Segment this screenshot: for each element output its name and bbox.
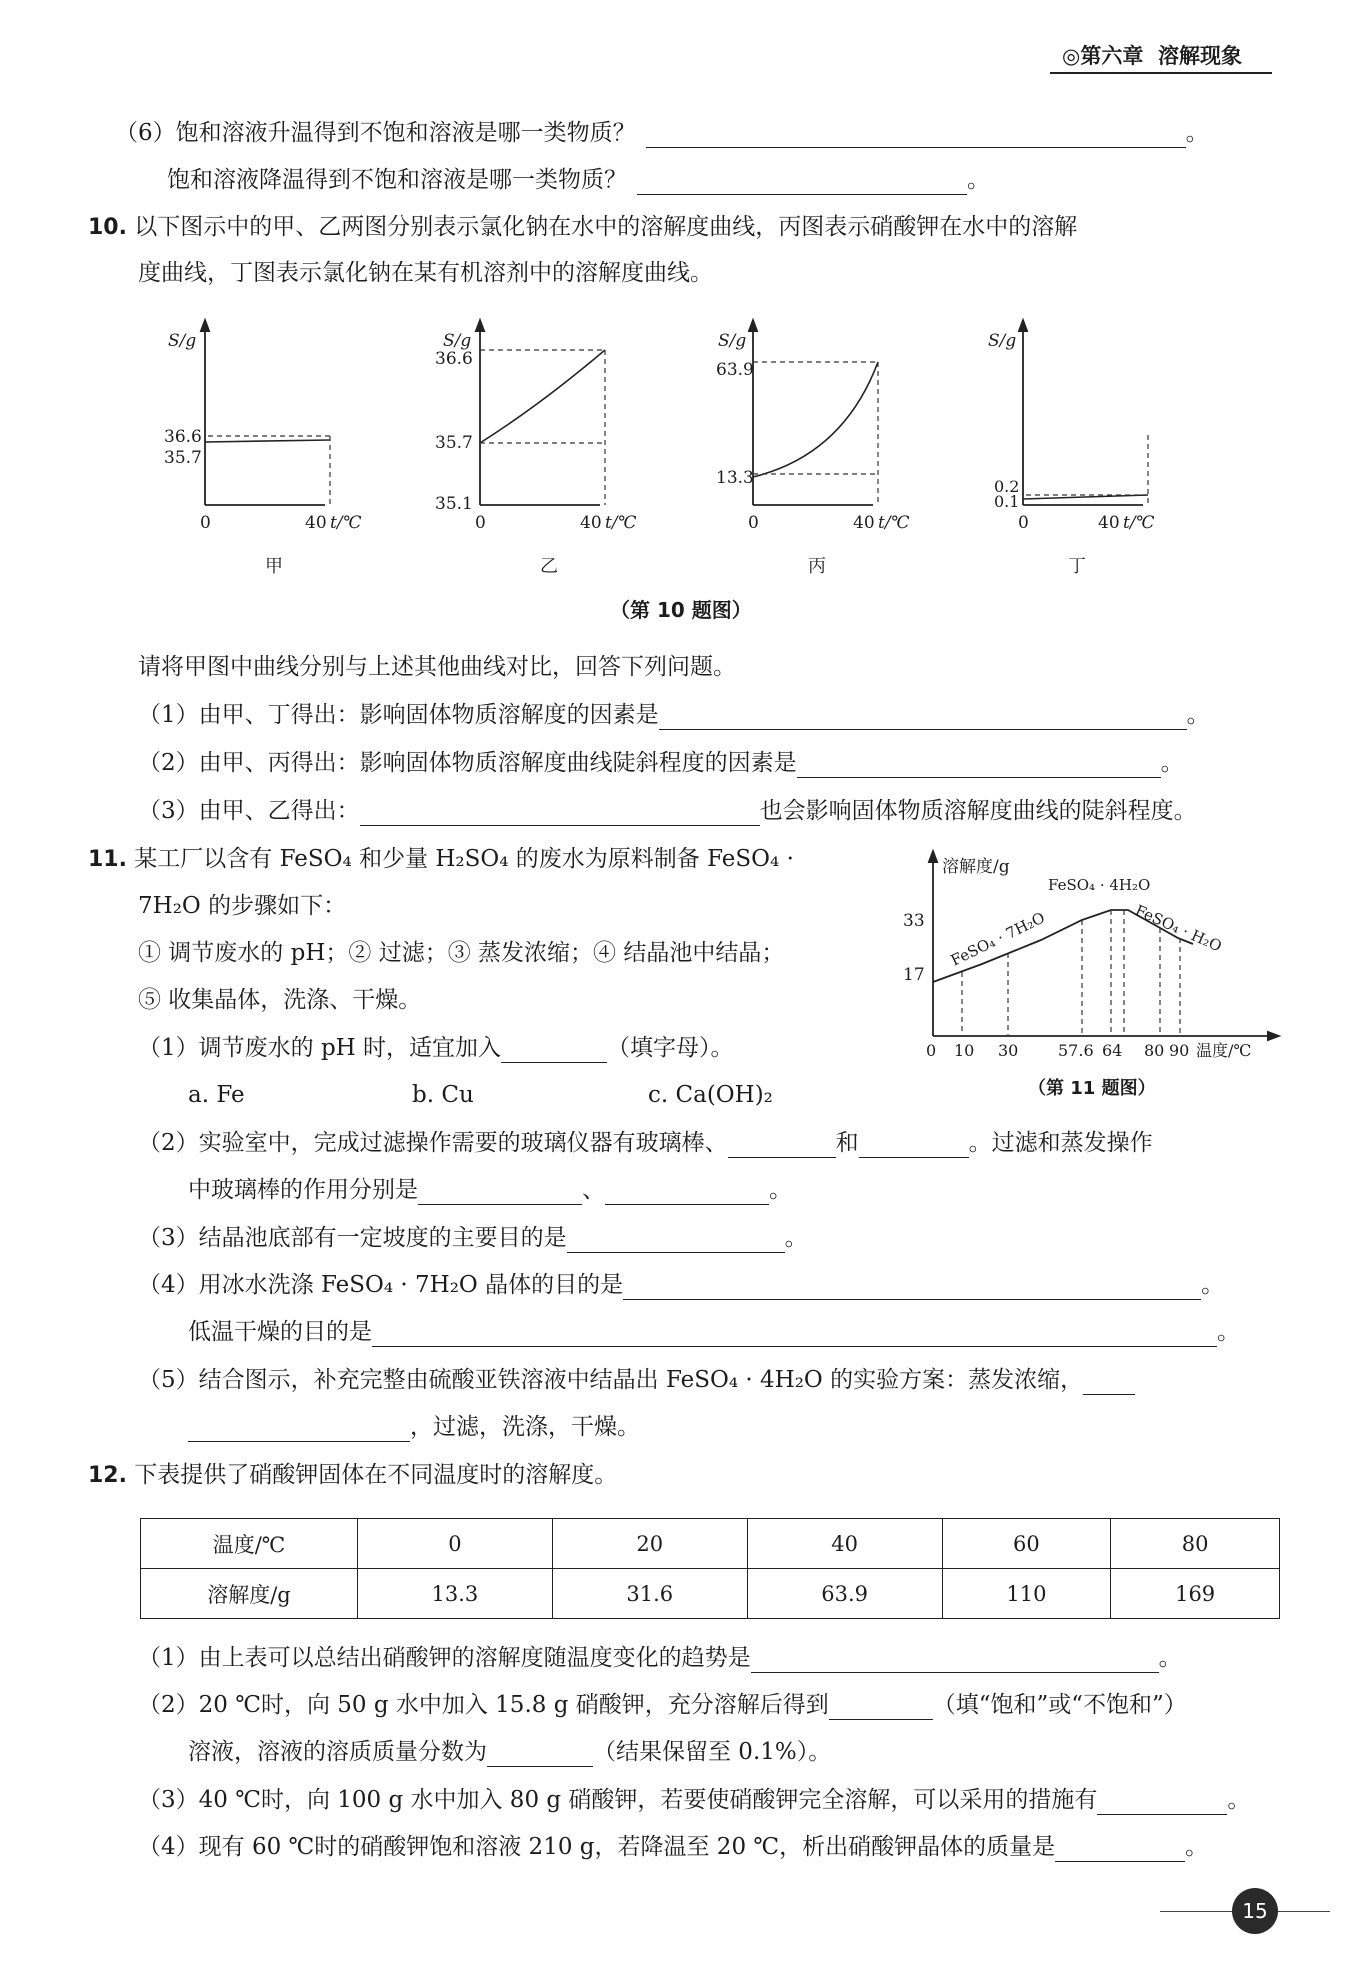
y-axis-label: S/g xyxy=(443,331,472,351)
q11-sub2-line2: 中玻璃棒的作用分别是 、 。 xyxy=(188,1177,792,1203)
q10-caption: （第 10 题图） xyxy=(610,598,752,622)
x-tick-label: 40 xyxy=(853,513,875,533)
question-number: 11. xyxy=(88,847,127,872)
q11-sub5-line1: （5）结合图示，补充完整由硫酸亚铁溶液中结晶出 FeSO₄ · 4H₂O 的实验方案：蒸发浓缩， xyxy=(138,1365,1135,1395)
x-tick-label: 64 xyxy=(1102,1041,1123,1060)
y-tick-label: 36.6 xyxy=(164,427,202,447)
question-number: 12. xyxy=(88,1463,127,1488)
table-cell: 0 xyxy=(358,1519,553,1569)
q11-stem-line3: ① 调节废水的 pH；② 过滤；③ 蒸发浓缩；④ 结晶池中结晶； xyxy=(138,940,785,966)
graph-name: 乙 xyxy=(540,556,558,577)
answer-blank[interactable] xyxy=(501,1040,607,1063)
answer-blank[interactable] xyxy=(797,755,1161,778)
chapter-label: ◎第六章 xyxy=(1062,44,1144,68)
x-tick-label: 80 xyxy=(1144,1041,1165,1060)
q10-sub3: （3）由甲、乙得出： 也会影响固体物质溶解度曲线的陡斜程度。 xyxy=(138,798,1197,824)
table-header-cell: 温度/℃ xyxy=(141,1519,358,1569)
x-tick-label: 40 xyxy=(305,513,327,533)
answer-blank[interactable] xyxy=(487,1744,593,1767)
x-tick-label: 90 xyxy=(1169,1041,1190,1060)
answer-blank[interactable] xyxy=(1097,1792,1227,1815)
y-tick-label: 17 xyxy=(903,965,925,985)
q11-option-b: b. Cu xyxy=(412,1082,474,1108)
region-label-4h2o: FeSO₄ · 4H₂O xyxy=(1048,876,1151,894)
q11-option-c: c. Ca(OH)₂ xyxy=(648,1082,773,1108)
y-tick-label: 35.1 xyxy=(435,494,473,514)
answer-blank[interactable] xyxy=(637,172,967,195)
q11-sub4-line2: 低温干燥的目的是 。 xyxy=(188,1319,1240,1345)
answer-blank[interactable] xyxy=(1055,1839,1185,1862)
y-axis-label: S/g xyxy=(718,331,747,351)
q11-stem-line4: ⑤ 收集晶体，洗涤、干燥。 xyxy=(138,987,422,1013)
q10-sub2: （2）由甲、丙得出：影响固体物质溶解度曲线陡斜程度的因素是 。 xyxy=(138,750,1184,776)
table-cell: 63.9 xyxy=(747,1569,942,1619)
answer-blank[interactable] xyxy=(372,1324,1217,1347)
origin-label: 0 xyxy=(1018,513,1029,533)
table-row xyxy=(141,1569,1280,1619)
question-number: 10. xyxy=(88,215,127,240)
q11-sub3: （3）结晶池底部有一定坡度的主要目的是 。 xyxy=(138,1225,808,1251)
y-axis-label: S/g xyxy=(988,331,1017,351)
table-cell: 31.6 xyxy=(552,1569,747,1619)
region-label-7h2o: FeSO₄ · 7H₂O xyxy=(947,908,1048,970)
q12-sub2-line1: （2）20 ℃时，向 50 g 水中加入 15.8 g 硝酸钾，充分溶解后得到 （填“饱和”或“不饱和”） xyxy=(138,1692,1187,1718)
q11-stem-line2: 7H₂O 的步骤如下： xyxy=(138,893,347,919)
x-tick-label: 30 xyxy=(998,1041,1019,1060)
table-cell: 60 xyxy=(942,1519,1111,1569)
q12-sub3: （3）40 ℃时，向 100 g 水中加入 80 g 硝酸钾，若要使硝酸钾完全溶解，可以采用的措施有 。 xyxy=(138,1787,1251,1813)
table-cell: 40 xyxy=(747,1519,942,1569)
graph-jia xyxy=(164,323,362,577)
table-header-cell: 溶解度/g xyxy=(141,1569,358,1619)
q11-sub4-line1: （4）用冰水洗涤 FeSO₄ · 7H₂O 晶体的目的是 。 xyxy=(138,1272,1225,1298)
origin-label: 0 xyxy=(200,513,211,533)
graph-name: 丙 xyxy=(808,556,826,577)
q11-sub5-line2: ，过滤，洗涤，干燥。 xyxy=(188,1412,640,1442)
q12-sub1: （1）由上表可以总结出硝酸钾的溶解度随温度变化的趋势是 。 xyxy=(138,1645,1182,1671)
x-tick-label: 57.6 xyxy=(1058,1041,1094,1060)
q12-sub2-line2: 溶液，溶液的溶质质量分数为 （结果保留至 0.1%）。 xyxy=(188,1739,832,1765)
table-cell: 110 xyxy=(942,1569,1111,1619)
chapter-header xyxy=(1062,40,1242,70)
y-tick-label: 63.9 xyxy=(716,360,754,380)
q12-sub4: （4）现有 60 ℃时的硝酸钾饱和溶液 210 g，若降温至 20 ℃，析出硝酸钾晶体的质量是 。 xyxy=(138,1834,1209,1860)
page-number: 15 xyxy=(1232,1888,1278,1934)
answer-blank[interactable] xyxy=(859,1135,969,1158)
answer-blank[interactable] xyxy=(605,1182,769,1205)
q9-6-line2: 饱和溶液降温得到不饱和溶液是哪一类物质？ 。 xyxy=(167,167,990,193)
y-tick-label: 36.6 xyxy=(435,349,473,369)
answer-blank[interactable] xyxy=(188,1419,410,1442)
graph-name: 丁 xyxy=(1068,556,1086,577)
y-axis-label: S/g xyxy=(168,331,197,351)
graph-name: 甲 xyxy=(265,556,283,577)
y-tick-label: 0.1 xyxy=(994,492,1020,511)
q11-sub1: （1）调节废水的 pH 时，适宜加入 （填字母）。 xyxy=(138,1035,734,1061)
x-axis-label: t/℃ xyxy=(1123,513,1155,533)
table-cell: 80 xyxy=(1111,1519,1280,1569)
y-tick-label: 33 xyxy=(903,911,925,931)
graph-ding xyxy=(988,323,1155,577)
q10-figure xyxy=(150,315,1160,585)
answer-blank[interactable] xyxy=(659,707,1187,730)
x-tick-label: 40 xyxy=(1098,513,1120,533)
x-tick-label: 40 xyxy=(580,513,602,533)
q11-sub2-line1: （2）实验室中，完成过滤操作需要的玻璃仪器有玻璃棒、 和 。过滤和蒸发操作 xyxy=(138,1130,1153,1156)
q12-stem: 12. 下表提供了硝酸钾固体在不同温度时的溶解度。 xyxy=(88,1462,618,1488)
y-axis-label: 溶解度/g xyxy=(942,857,1010,877)
q10-intro: 请将甲图中曲线分别与上述其他曲线对比，回答下列问题。 xyxy=(138,654,736,680)
solubility-table xyxy=(140,1518,1280,1619)
x-tick-label: 0 xyxy=(926,1041,937,1060)
y-tick-label: 35.7 xyxy=(164,448,202,468)
footer-rule-left xyxy=(1160,1911,1232,1912)
q11-option-a: a. Fe xyxy=(188,1082,245,1108)
q10-sub1: （1）由甲、丁得出：影响固体物质溶解度的因素是 。 xyxy=(138,702,1210,728)
x-tick-label: 10 xyxy=(954,1041,975,1060)
chapter-title: 溶解现象 xyxy=(1157,44,1242,68)
region-label-h2o: FeSO₄ · H₂O xyxy=(1132,901,1225,956)
answer-blank[interactable] xyxy=(1083,1372,1135,1395)
x-axis-label: t/℃ xyxy=(878,513,910,533)
x-axis-label: t/℃ xyxy=(605,513,637,533)
table-row xyxy=(141,1519,1280,1569)
table-cell: 20 xyxy=(552,1519,747,1569)
origin-label: 0 xyxy=(475,513,486,533)
q10-stem-line1: 10. 以下图示中的甲、乙两图分别表示氯化钠在水中的溶解度曲线，丙图表示硝酸钾在水中的溶解 xyxy=(88,214,1078,240)
origin-label: 0 xyxy=(748,513,759,533)
graph-bing xyxy=(716,323,910,577)
y-tick-label: 0.2 xyxy=(994,477,1020,496)
q11-caption: （第 11 题图） xyxy=(1028,1078,1156,1099)
y-tick-label: 35.7 xyxy=(435,433,473,453)
q9-6-line1: （6）饱和溶液升温得到不饱和溶液是哪一类物质？ 。 xyxy=(115,120,1209,146)
x-axis-label: 温度/℃ xyxy=(1196,1041,1252,1060)
y-tick-label: 13.3 xyxy=(716,468,754,488)
header-rule xyxy=(1050,72,1272,74)
answer-blank[interactable] xyxy=(418,1182,582,1205)
q11-chart xyxy=(898,848,1282,1110)
q11-stem-line1: 11. 某工厂以含有 FeSO₄ 和少量 H₂SO₄ 的废水为原料制备 FeSO₄ · xyxy=(88,846,794,872)
answer-blank[interactable] xyxy=(623,1277,1201,1300)
answer-blank[interactable] xyxy=(567,1230,785,1253)
x-axis-label: t/℃ xyxy=(330,513,362,533)
answer-blank[interactable] xyxy=(829,1697,933,1720)
answer-blank[interactable] xyxy=(728,1135,836,1158)
graph-yi xyxy=(435,323,637,577)
answer-blank[interactable] xyxy=(360,803,760,826)
table-cell: 13.3 xyxy=(358,1569,553,1619)
footer-rule-right xyxy=(1278,1911,1330,1912)
table-cell: 169 xyxy=(1111,1569,1280,1619)
answer-blank[interactable] xyxy=(646,125,1186,148)
answer-blank[interactable] xyxy=(751,1650,1159,1673)
q10-stem-line2: 度曲线，丁图表示氯化钠在某有机溶剂中的溶解度曲线。 xyxy=(138,260,713,286)
